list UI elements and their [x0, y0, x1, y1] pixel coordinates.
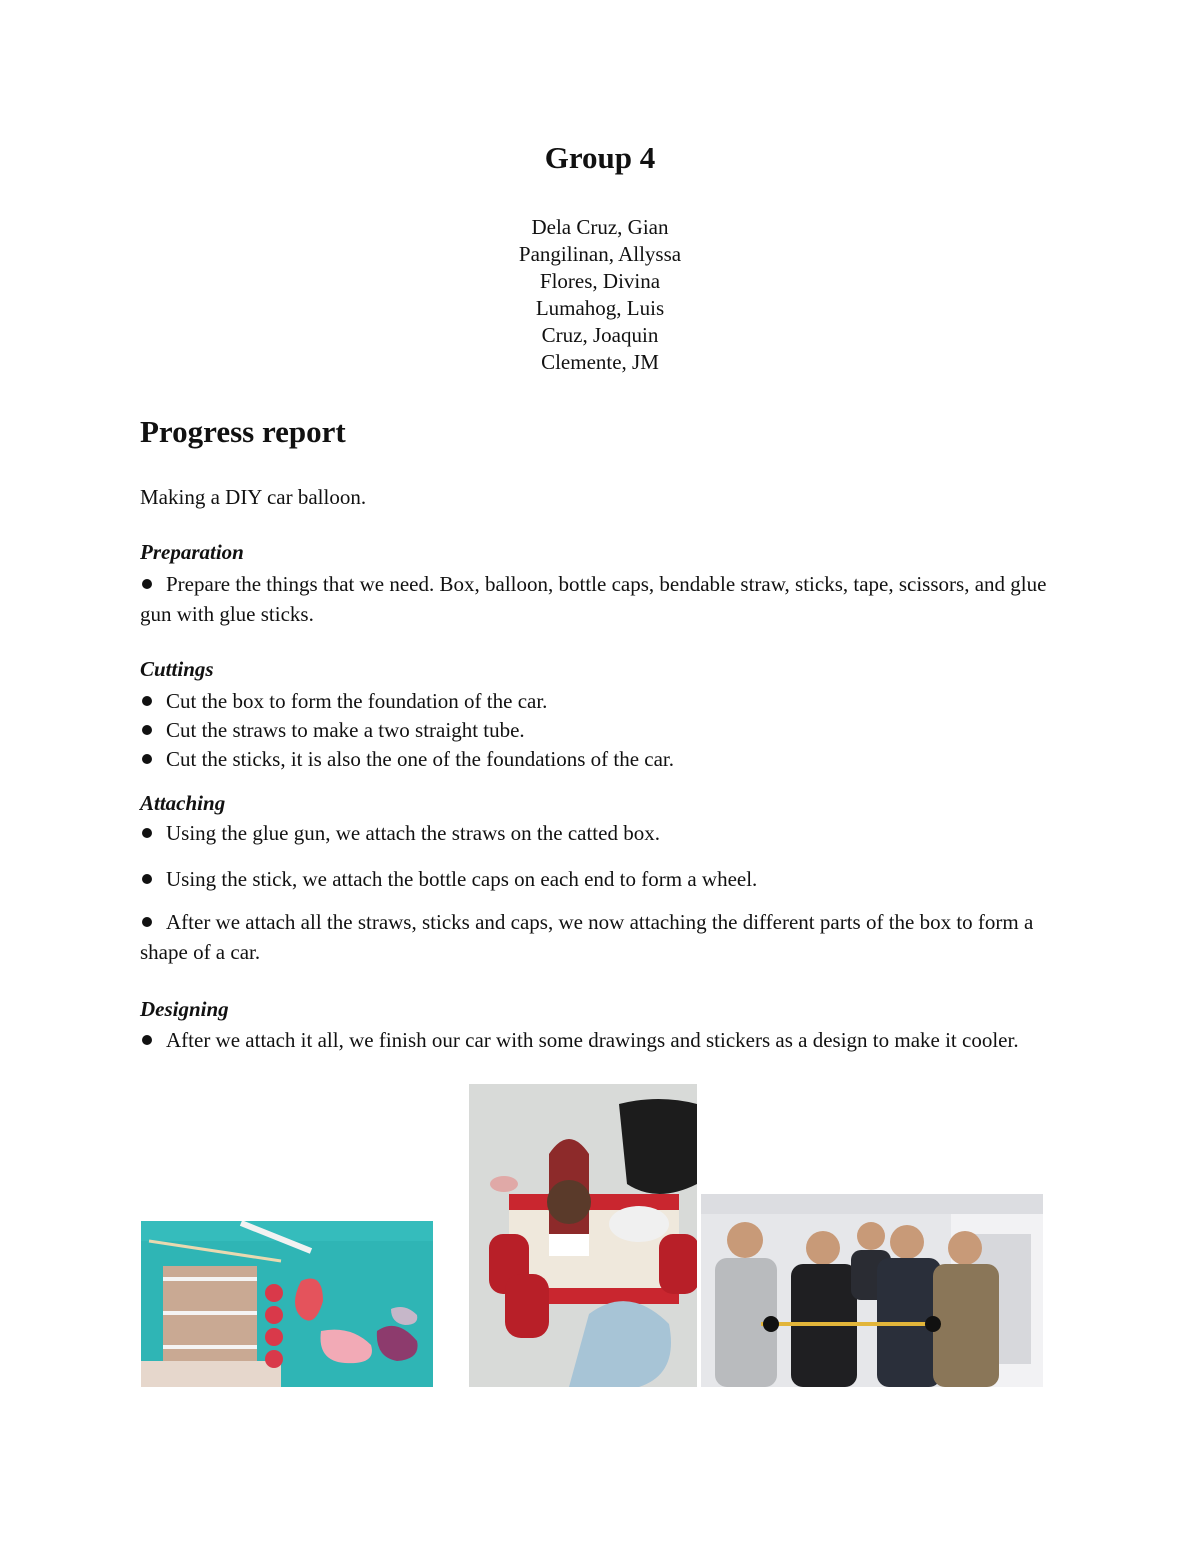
bullet-icon	[142, 828, 152, 838]
materials-photo	[141, 1221, 433, 1387]
bullet-icon	[142, 874, 152, 884]
list-item	[140, 1025, 1070, 1055]
member-list	[0, 214, 1200, 376]
list-item-text: Cut the straws to make a two straight tube.	[166, 718, 525, 742]
bullet-icon	[142, 579, 152, 589]
list-item-text: Using the stick, we attach the bottle caps on each end to form a wheel.	[166, 867, 758, 891]
list-item-text: Prepare the things that we need. Box, balloon, bottle caps, bendable straw, sticks, tape, scissors, and glue gun with glue sticks.	[140, 572, 1047, 626]
bullet-icon	[142, 917, 152, 927]
list-item	[140, 569, 1070, 629]
list-item-text: Cut the box to form the foundation of the car.	[166, 689, 548, 713]
member-name: Cruz, Joaquin	[541, 323, 659, 347]
member-name: Flores, Divina	[539, 269, 661, 293]
bullet-icon	[142, 754, 152, 764]
bullet-icon	[142, 725, 152, 735]
report-intro: Making a DIY car balloon.	[140, 485, 367, 509]
list-item	[140, 864, 1070, 894]
balloon-car-photo	[469, 1084, 697, 1387]
list-item	[140, 818, 1070, 848]
member-name: Dela Cruz, Gian	[531, 215, 669, 239]
member-name: Pangilinan, Allyssa	[518, 242, 682, 266]
list-item	[140, 907, 1070, 967]
list-item-text: After we attach all the straws, sticks and caps, we now attaching the different parts of the box to form a shape of a car.	[140, 910, 1034, 964]
member-name: Lumahog, Luis	[535, 296, 665, 320]
list-item-text: Cut the sticks, it is also the one of the foundations of the car.	[166, 747, 674, 771]
list-item	[140, 686, 1070, 716]
bullet-icon	[142, 1035, 152, 1045]
document-title: Group 4	[544, 140, 656, 175]
list-item-text: After we attach it all, we finish our car with some drawings and stickers as a design to make it cooler.	[166, 1028, 1019, 1052]
member-name: Clemente, JM	[541, 350, 659, 374]
list-item	[140, 715, 1070, 745]
section-title-designing: Designing	[140, 997, 229, 1021]
report-heading: Progress report	[140, 414, 346, 449]
list-item-text: Using the glue gun, we attach the straws on the catted box.	[166, 821, 660, 845]
bullet-icon	[142, 696, 152, 706]
section-title-cuttings: Cuttings	[140, 657, 214, 681]
list-item	[140, 744, 1070, 774]
section-title-attaching: Attaching	[140, 791, 226, 815]
group-photo	[701, 1194, 1043, 1387]
section-title-preparation: Preparation	[140, 540, 244, 564]
